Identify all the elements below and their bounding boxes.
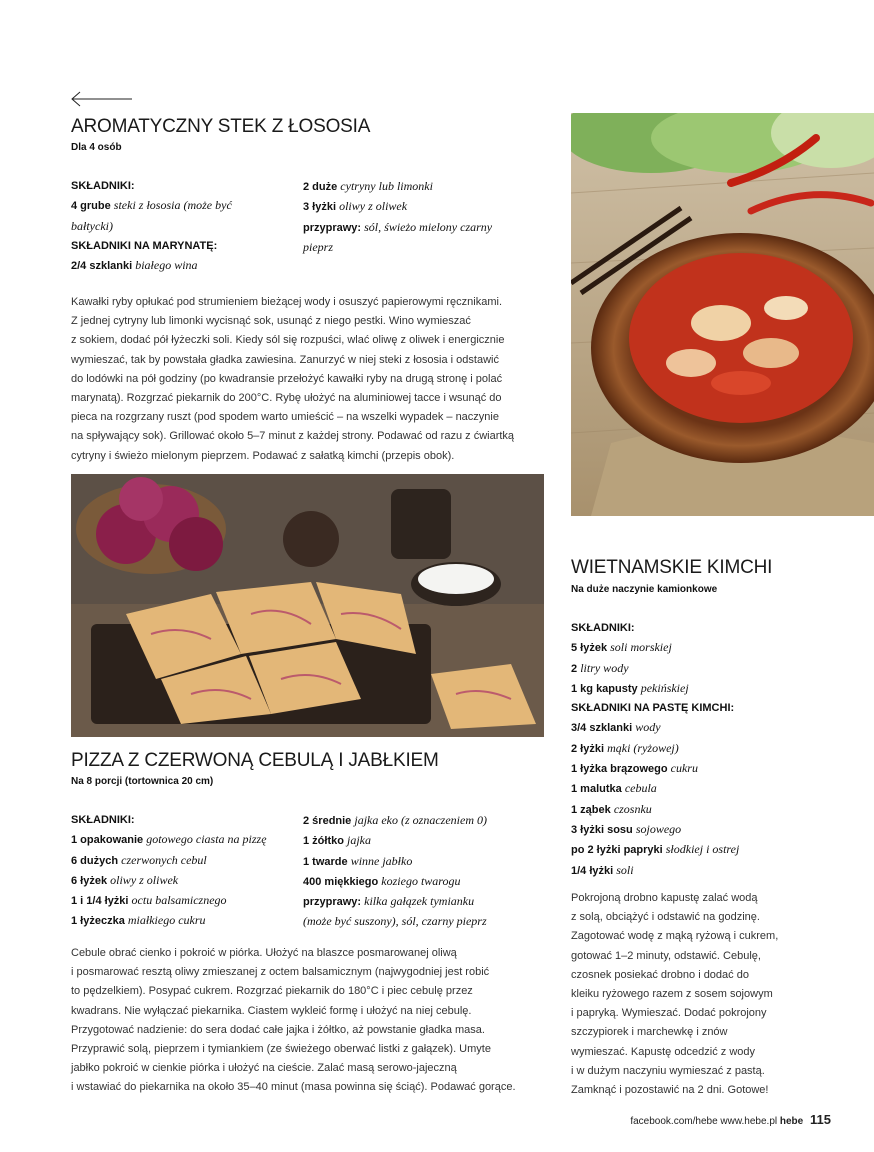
recipe-body-salmon xyxy=(71,293,514,466)
body-line: czosnek posiekać drobno i dodać do xyxy=(571,968,749,981)
ingredient-amount: SKŁADNIKI NA MARYNATĘ: xyxy=(71,239,218,252)
page-footer xyxy=(630,1112,831,1127)
recipe-body-pizza xyxy=(71,944,516,1098)
ingredient-amount: 3/4 szklanki xyxy=(571,722,636,735)
ingredient-name: sól, świeżo mielony czarny xyxy=(364,219,493,234)
ingredient-line xyxy=(571,861,851,881)
recipe-body-kimchi xyxy=(571,889,778,1100)
ingredient-line xyxy=(303,912,548,932)
ingredient-amount: 1 malutka xyxy=(571,783,625,796)
ingredient-line xyxy=(71,830,296,850)
body-line: Przygotować nadzienie: do sera dodać całe jajka i żółtko, aż powstanie gładka masa. xyxy=(71,1023,485,1036)
body-line: cytryny i świeżo mielonym pieprzem. Podawać z sałatką kimchi (przepis obok). xyxy=(71,449,455,462)
ingredient-amount: 1 ząbek xyxy=(571,803,614,816)
ingredient-name: soli morskiej xyxy=(610,640,672,655)
ingredient-line xyxy=(571,800,851,820)
ingredients-col1-salmon xyxy=(71,177,296,276)
ingredient-name: czerwonych cebul xyxy=(121,852,207,867)
footer-brand: hebe xyxy=(779,1116,804,1127)
ingredient-line xyxy=(303,892,548,912)
footer-website-link[interactable]: www.hebe.pl xyxy=(720,1116,778,1127)
ingredient-line xyxy=(571,739,851,759)
body-line: i papryką. Wymieszać. Dodać pokrojony xyxy=(571,1007,767,1020)
body-line: pieca na rozgrzany ruszt (pod spodem warto umieścić – na wszelki wypadek – naczynie xyxy=(71,411,499,424)
ingredient-line xyxy=(71,871,296,891)
recipe-title-pizza: PIZZA Z CZERWONĄ CEBULĄ I JABŁKIEM xyxy=(71,750,439,771)
ingredient-amount: SKŁADNIKI: xyxy=(71,814,135,826)
ingredient-amount: 2 duże xyxy=(303,181,341,193)
ingredients-kimchi xyxy=(571,619,851,881)
ingredient-amount: 1 kg kapusty xyxy=(571,682,641,695)
body-line: szczypiorek i marchewkę i znów xyxy=(571,1026,728,1039)
ingredient-name: cebula xyxy=(624,781,657,796)
ingredient-amount: 1/4 łyżki xyxy=(571,864,617,877)
ingredient-name: cukru xyxy=(670,761,698,776)
ingredient-name: białego wina xyxy=(135,258,198,273)
ingredient-amount: 4 grube xyxy=(71,200,114,213)
recipe-serves-pizza: Na 8 porcji (tortownica 20 cm) xyxy=(71,776,214,787)
ingredient-name: oliwy z oliwek xyxy=(110,872,179,887)
back-arrow-icon[interactable] xyxy=(70,90,134,108)
ingredient-line xyxy=(71,851,296,871)
ingredient-line xyxy=(571,679,851,699)
ingredients-col2-salmon xyxy=(303,177,533,258)
ingredient-line xyxy=(71,177,296,196)
ingredient-name: cytryny lub limonki xyxy=(340,179,433,193)
body-line: Z jednej cytryny lub limonki wycisnąć sok, usunąć z niego pestki. Wino wymieszać xyxy=(71,315,471,328)
body-line: Zagotować wodę z mąką ryżową i cukrem, xyxy=(571,930,779,943)
body-line: Zamknąć i pozostawić na 2 dni. Gotowe! xyxy=(571,1084,769,1097)
ingredient-amount: 400 miękkiego xyxy=(303,875,382,888)
ingredient-name: gotowego ciasta na pizzę xyxy=(146,832,267,847)
body-line: z sokiem, dodać pół łyżeczki soli. Kiedy sól się rozpuści, wlać oliwę z oliwek i energicznie xyxy=(71,334,505,347)
ingredient-line xyxy=(71,891,296,911)
ingredient-line xyxy=(71,911,296,931)
body-line: jabłko pokroić w cienkie piórka i ułożyć na cieście. Zalać masą serowo-jajeczną xyxy=(71,1062,457,1075)
recipe-title-salmon: AROMATYCZNY STEK Z ŁOSOSIA xyxy=(71,116,371,137)
ingredient-amount: 2 średnie xyxy=(303,815,355,827)
ingredient-line xyxy=(71,237,296,256)
ingredient-line xyxy=(71,196,296,216)
body-line: gotować 1–2 minuty, odstawić. Cebulę, xyxy=(571,949,761,962)
ingredient-amount: 2/4 szklanki xyxy=(71,260,136,273)
ingredient-name: pieprz xyxy=(303,239,333,254)
ingredient-amount: po 2 łyżki papryki xyxy=(571,844,666,857)
body-line: marynatą). Rozgrzać piekarnik do 200°C. Rybę ułożyć na aluminiowej tacce i wsunąć do xyxy=(71,392,502,405)
ingredient-amount: przyprawy: xyxy=(303,896,365,909)
body-line: kleiku ryżowego razem z sosem sojowym xyxy=(571,988,773,1001)
body-line: i wstawiać do piekarnika na około 35–40 minut (masa powinna się ściąć). Podawać gorące. xyxy=(71,1081,516,1094)
ingredient-name: jajka xyxy=(347,833,372,848)
ingredient-line xyxy=(571,659,851,679)
ingredient-line xyxy=(71,256,296,276)
footer-facebook-link[interactable]: facebook.com/hebe xyxy=(630,1116,718,1127)
ingredient-name: (może być suszony), sól, czarny pieprz xyxy=(303,914,487,929)
ingredient-amount: 3 łyżki xyxy=(303,201,340,214)
ingredient-name: mąki (ryżowej) xyxy=(607,740,679,755)
ingredient-line xyxy=(303,852,548,872)
body-line: Przyprawić solą, pieprzem i tymiankiem (ze świeżego oberwać listki z gałązek). Umyte xyxy=(71,1043,491,1056)
ingredient-amount: 1 żółtko xyxy=(303,835,348,848)
ingredient-line xyxy=(571,779,851,799)
ingredient-amount: 6 dużych xyxy=(71,854,122,867)
ingredient-name: wody xyxy=(635,720,661,735)
ingredient-name: pekińskiej xyxy=(640,680,689,695)
ingredient-name: słodkiej i ostrej xyxy=(665,842,740,857)
ingredient-amount: SKŁADNIKI: xyxy=(71,180,135,192)
ingredient-line xyxy=(71,811,296,830)
ingredient-line xyxy=(303,177,533,197)
body-line: wymieszać, tak by powstała gładka zawiesina. Zanurzyć w niej steki z łososia i odstawić xyxy=(71,353,499,366)
body-line: z solą, obciążyć i odstawić na godzinę. xyxy=(571,911,760,924)
ingredient-line xyxy=(571,718,851,738)
ingredient-amount: 5 łyżek xyxy=(571,642,611,655)
ingredient-line xyxy=(571,759,851,779)
ingredient-line xyxy=(303,197,533,217)
ingredient-line xyxy=(303,831,548,851)
body-line: wymieszać. Kapustę odcedzić z wody xyxy=(571,1045,756,1058)
ingredient-line xyxy=(571,619,851,638)
ingredient-name: litry wody xyxy=(580,660,629,675)
kimchi-photo xyxy=(571,113,874,516)
recipe-title-kimchi: WIETNAMSKIE KIMCHI xyxy=(571,557,773,578)
ingredient-amount: 1 łyżka brązowego xyxy=(571,763,671,776)
ingredient-amount: SKŁADNIKI: xyxy=(571,622,635,634)
ingredient-name: winne jabłko xyxy=(350,853,413,868)
ingredient-line xyxy=(71,217,296,237)
ingredient-name: jajka eko (z oznaczeniem 0) xyxy=(354,813,487,827)
ingredient-amount: 3 łyżki sosu xyxy=(571,823,636,836)
ingredient-name: oliwy z oliwek xyxy=(339,199,408,214)
body-line: na spływający sok). Grillować około 5–7 minut z każdej strony. Podawać od razu z ćwiartką xyxy=(71,430,515,443)
body-line: i w dużym naczyniu wymieszać z pastą. xyxy=(571,1064,765,1077)
recipe-serves-kimchi: Na duże naczynie kamionkowe xyxy=(571,584,718,595)
ingredient-name: czosnku xyxy=(613,801,652,816)
ingredient-amount: 2 xyxy=(571,662,581,675)
ingredient-name: koziego twarogu xyxy=(381,873,461,888)
ingredient-amount: 1 opakowanie xyxy=(71,834,147,847)
body-line: Kawałki ryby opłukać pod strumieniem bieżącej wody i osuszyć papierowymi ręcznikami. xyxy=(71,296,503,308)
ingredients-col2-pizza xyxy=(303,811,548,933)
ingredient-amount: SKŁADNIKI NA PASTĘ KIMCHI: xyxy=(571,702,735,715)
ingredient-name: octu balsamicznego xyxy=(131,893,227,908)
ingredient-amount: 2 łyżki xyxy=(571,742,608,755)
ingredient-name: steki z łososia (może być xyxy=(113,198,232,213)
pizza-photo xyxy=(71,474,544,737)
ingredient-amount: przyprawy: xyxy=(303,221,365,234)
ingredient-line xyxy=(303,872,548,892)
ingredient-line xyxy=(303,218,533,238)
ingredient-line xyxy=(303,811,548,831)
body-line: Cebule obrać cienko i pokroić w piórka. Ułożyć na blaszce posmarowanej oliwą xyxy=(71,947,457,959)
ingredient-line xyxy=(571,699,851,718)
ingredient-name: kilka gałązek tymianku xyxy=(364,894,475,909)
ingredient-line xyxy=(571,820,851,840)
body-line: Pokrojoną drobno kapustę zalać wodą xyxy=(571,892,758,904)
ingredient-name: bałtycki) xyxy=(71,218,113,233)
ingredients-col1-pizza xyxy=(71,811,296,932)
ingredient-line xyxy=(571,638,851,658)
body-line: do lodówki na pół godziny (po kwadransie przełożyć kawałki ryby na drugą stronę i polać xyxy=(71,372,503,385)
body-line: kwadrans. Nie wyłączać piekarnika. Ciastem wykleić formę i ułożyć na niej cebulę. xyxy=(71,1004,472,1017)
ingredient-amount: 1 łyżeczka xyxy=(71,915,128,928)
ingredient-line xyxy=(303,238,533,258)
ingredient-amount: 1 i 1/4 łyżki xyxy=(71,895,132,908)
body-line: i posmarować resztą oliwy zmieszanej z octem balsamicznym (najwygodniej jest robić xyxy=(71,966,490,979)
ingredient-amount: 6 łyżek xyxy=(71,874,111,887)
body-line: to pędzelkiem). Posypać cukrem. Rozgrzać piekarnik do 180°C i piec cebulę przez xyxy=(71,985,473,998)
ingredient-amount: 1 twarde xyxy=(303,855,351,868)
page-number: 115 xyxy=(810,1112,831,1127)
recipe-serves-salmon: Dla 4 osób xyxy=(71,142,122,153)
ingredient-name: miałkiego cukru xyxy=(127,913,206,928)
ingredient-line xyxy=(571,840,851,860)
ingredient-name: soli xyxy=(616,862,634,877)
ingredient-name: sojowego xyxy=(635,821,682,836)
